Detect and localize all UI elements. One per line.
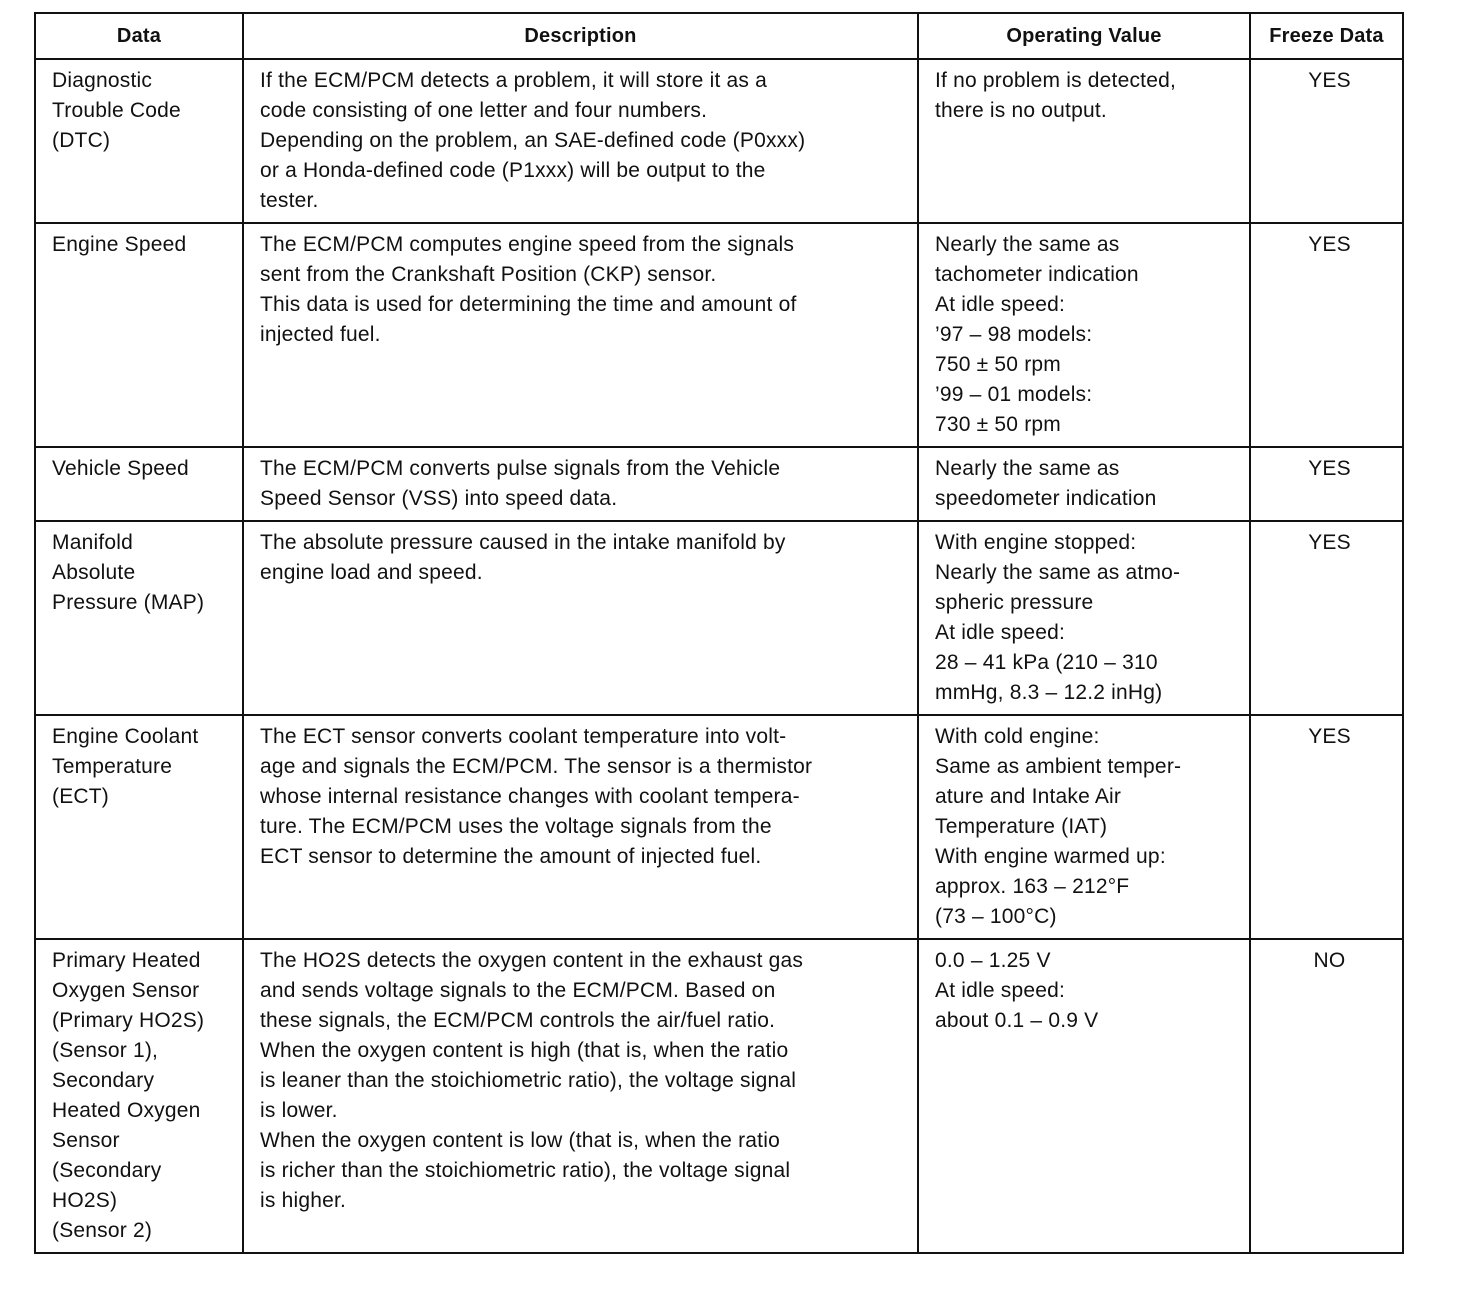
- cell-description: The ECM/PCM converts pulse signals from the Vehicle Speed Sensor (VSS) into speed data.: [243, 447, 918, 521]
- cell-operating-value: With engine stopped: Nearly the same as atmo- spheric pressure At idle speed: 28 – 41 kPa (210 – 310 mmHg, 8.3 – 12.2 inHg): [918, 521, 1250, 715]
- cell-data: Diagnostic Trouble Code (DTC): [35, 59, 243, 223]
- cell-operating-value: 0.0 – 1.25 V At idle speed: about 0.1 – 0.9 V: [918, 939, 1250, 1253]
- cell-data: Manifold Absolute Pressure (MAP): [35, 521, 243, 715]
- cell-data: Engine Speed: [35, 223, 243, 447]
- obd-data-table: [34, 12, 1404, 1254]
- cell-description: The HO2S detects the oxygen content in the exhaust gas and sends voltage signals to the ECM/PCM. Based on these signals, the ECM/PCM controls the air/fuel ratio. When the oxygen content is high (that is, when the ratio is leaner than the stoichiometric ratio), the voltage signal is lower. When the oxygen content is low (that is, when the ratio is richer than the stoichiometric ratio), the voltage signal is higher.: [243, 939, 918, 1253]
- cell-operating-value: With cold engine: Same as ambient temper- ature and Intake Air Temperature (IAT) With engine warmed up: approx. 163 – 212°F (73 – 100°C): [918, 715, 1250, 939]
- cell-data: Engine Coolant Temperature (ECT): [35, 715, 243, 939]
- cell-data: Vehicle Speed: [35, 447, 243, 521]
- cell-freeze-data: YES: [1250, 59, 1403, 223]
- cell-freeze-data: NO: [1250, 939, 1403, 1253]
- cell-operating-value: Nearly the same as tachometer indication At idle speed: ’97 – 98 models: 750 ± 50 rpm ’99 – 01 models: 730 ± 50 rpm: [918, 223, 1250, 447]
- cell-description: If the ECM/PCM detects a problem, it will store it as a code consisting of one letter and four numbers. Depending on the problem, an SAE-defined code (P0xxx) or a Honda-defined code (P1xxx) will be output to the tester.: [243, 59, 918, 223]
- table-row: [35, 715, 1403, 939]
- table-row: [35, 521, 1403, 715]
- table-row: [35, 59, 1403, 223]
- cell-description: The ECM/PCM computes engine speed from the signals sent from the Crankshaft Position (CKP) sensor. This data is used for determining the time and amount of injected fuel.: [243, 223, 918, 447]
- cell-freeze-data: YES: [1250, 521, 1403, 715]
- cell-freeze-data: YES: [1250, 715, 1403, 939]
- table-row: [35, 939, 1403, 1253]
- cell-operating-value: If no problem is detected, there is no output.: [918, 59, 1250, 223]
- cell-description: The ECT sensor converts coolant temperature into volt- age and signals the ECM/PCM. The sensor is a thermistor whose internal resistance changes with coolant tempera- ture. The ECM/PCM uses the voltage signals from the ECT sensor to determine the amount of injected fuel.: [243, 715, 918, 939]
- header-operating-value: Operating Value: [918, 13, 1250, 59]
- cell-operating-value: Nearly the same as speedometer indication: [918, 447, 1250, 521]
- cell-freeze-data: YES: [1250, 223, 1403, 447]
- cell-freeze-data: YES: [1250, 447, 1403, 521]
- table-row: [35, 447, 1403, 521]
- cell-description: The absolute pressure caused in the intake manifold by engine load and speed.: [243, 521, 918, 715]
- header-freeze-data: Freeze Data: [1250, 13, 1403, 59]
- cell-data: Primary Heated Oxygen Sensor (Primary HO2S) (Sensor 1), Secondary Heated Oxygen Sensor (Secondary HO2S) (Sensor 2): [35, 939, 243, 1253]
- header-description: Description: [243, 13, 918, 59]
- table-row: [35, 223, 1403, 447]
- header-data: Data: [35, 13, 243, 59]
- header-row: [35, 13, 1403, 59]
